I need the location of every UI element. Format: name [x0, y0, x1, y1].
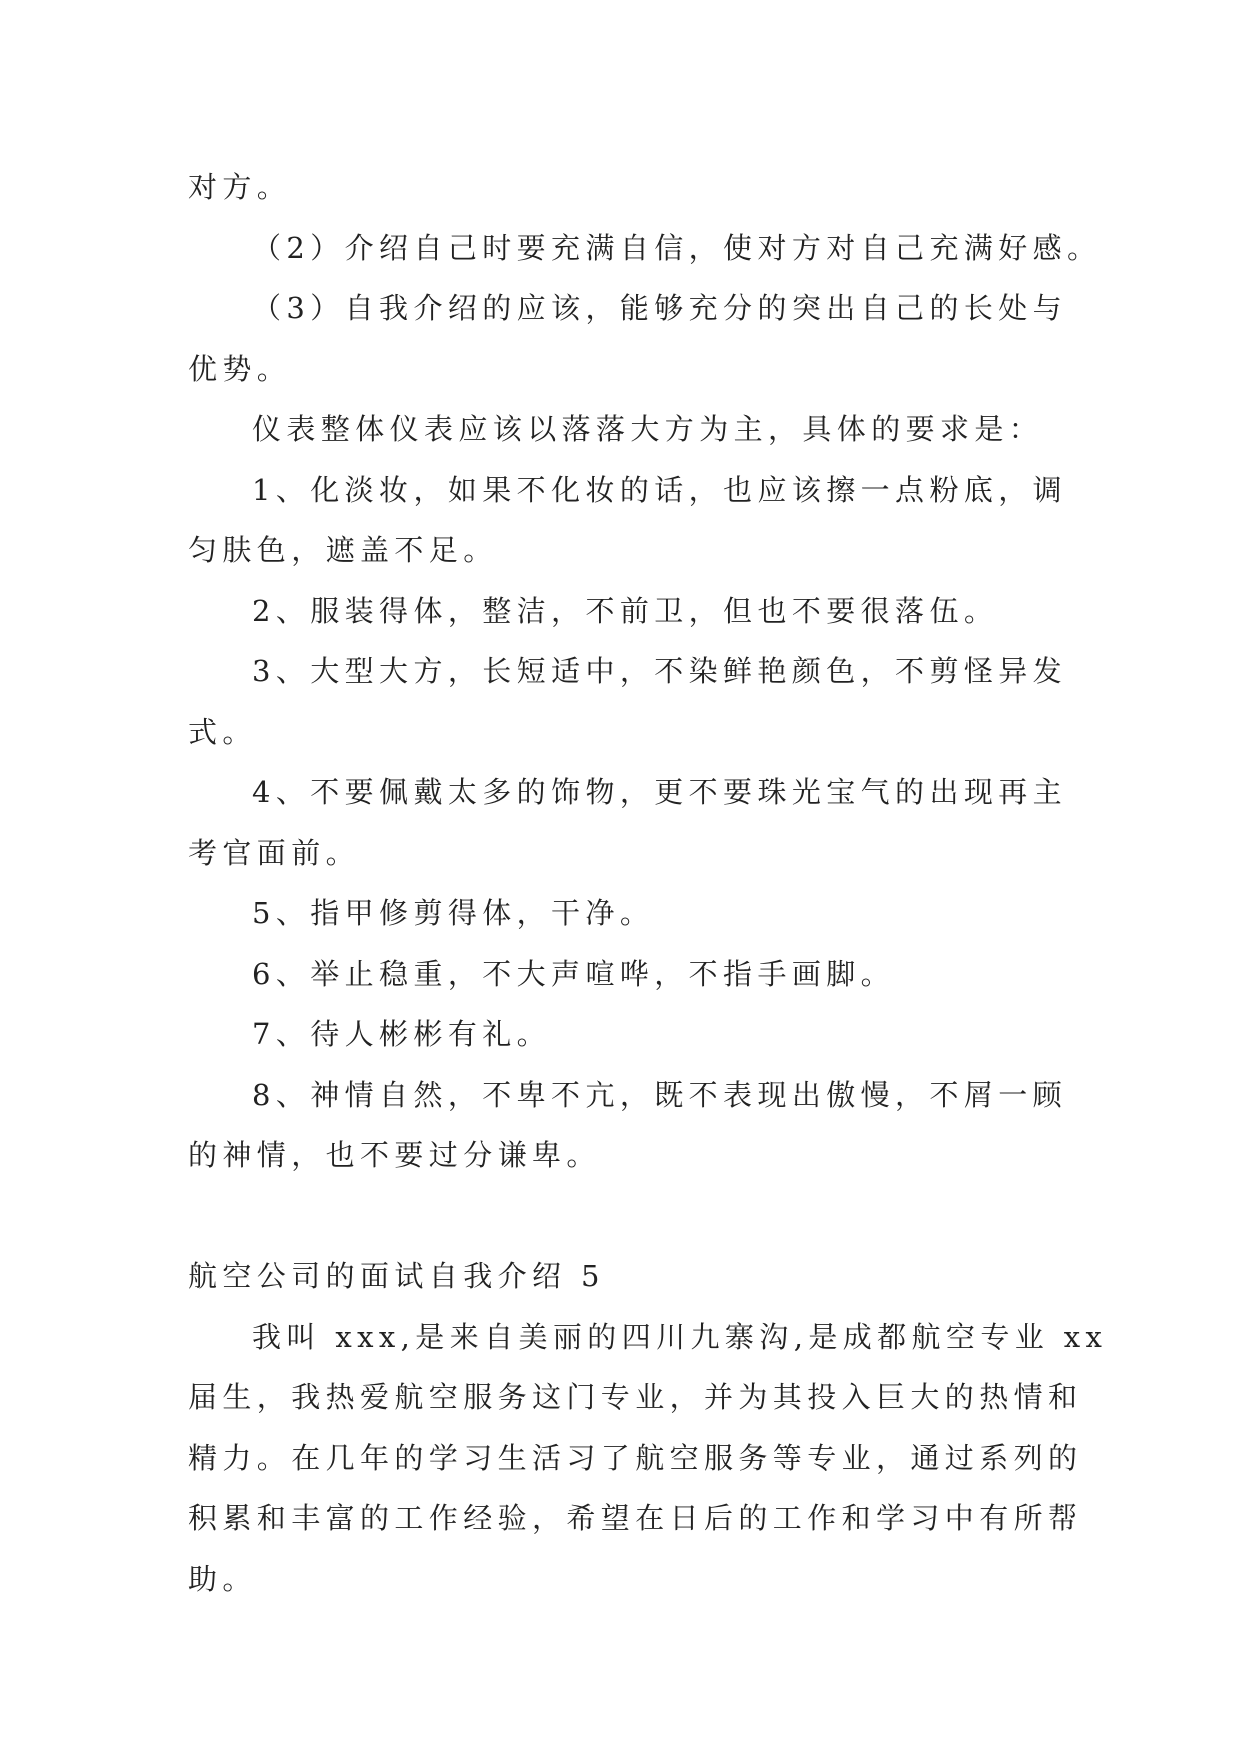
paragraph-line: 届生，我热爱航空服务这门专业，并为其投入巨大的热情和 [188, 1380, 1083, 1414]
paragraph-line: 对方。 [188, 170, 292, 204]
paragraph-line: 2、服装得体，整洁，不前卫，但也不要很落伍。 [252, 593, 999, 628]
paragraph-line: 7、待人彬彬有礼。 [252, 1017, 552, 1051]
paragraph-line: 仪表整体仪表应该以落落大方为主，具体的要求是： [252, 412, 1044, 446]
paragraph-line: 考官面前。 [188, 835, 361, 870]
paragraph-line: 8、神情自然，不卑不亢，既不表现出傲慢，不屑一顾 [252, 1077, 1068, 1112]
paragraph-line: 4、不要佩戴太多的饰物，更不要珠光宝气的出现再主 [252, 775, 1068, 809]
paragraph-line: 助。 [188, 1561, 257, 1596]
paragraph-line: 精力。在几年的学习生活习了航空服务等专业，通过系列的 [188, 1440, 1083, 1475]
paragraph-line: 6、举止稳重，不大声喧哗，不指手画脚。 [252, 956, 896, 991]
paragraph-line: 优势。 [188, 351, 292, 386]
paragraph-line: （2）介绍自己时要充满自信，使对方对自己充满好感。 [252, 230, 1102, 265]
paragraph-line: 积累和丰富的工作经验，希望在日后的工作和学习中有所帮 [188, 1501, 1083, 1535]
paragraph-line: 5、指甲修剪得体，干净。 [252, 896, 655, 930]
section-spacer [188, 1186, 1068, 1247]
paragraph-line: 我叫 xxx,是来自美丽的四川九寨沟,是成都航空专业 xx [252, 1319, 1108, 1354]
paragraph-line: 1、化淡妆，如果不化妆的话，也应该擦一点粉底，调 [252, 472, 1068, 507]
paragraph-line: 式。 [188, 714, 257, 749]
paragraph-line: 3、大型大方，长短适中，不染鲜艳颜色，不剪怪异发 [252, 654, 1068, 688]
paragraph-line: 匀肤色，遮盖不足。 [188, 533, 498, 567]
paragraph-line: （3）自我介绍的应该，能够充分的突出自己的长处与 [252, 291, 1068, 325]
document-body [188, 157, 1108, 1609]
section-title: 航空公司的面试自我介绍 5 [188, 1259, 605, 1293]
paragraph-line: 的神情，也不要过分谦卑。 [188, 1138, 601, 1172]
